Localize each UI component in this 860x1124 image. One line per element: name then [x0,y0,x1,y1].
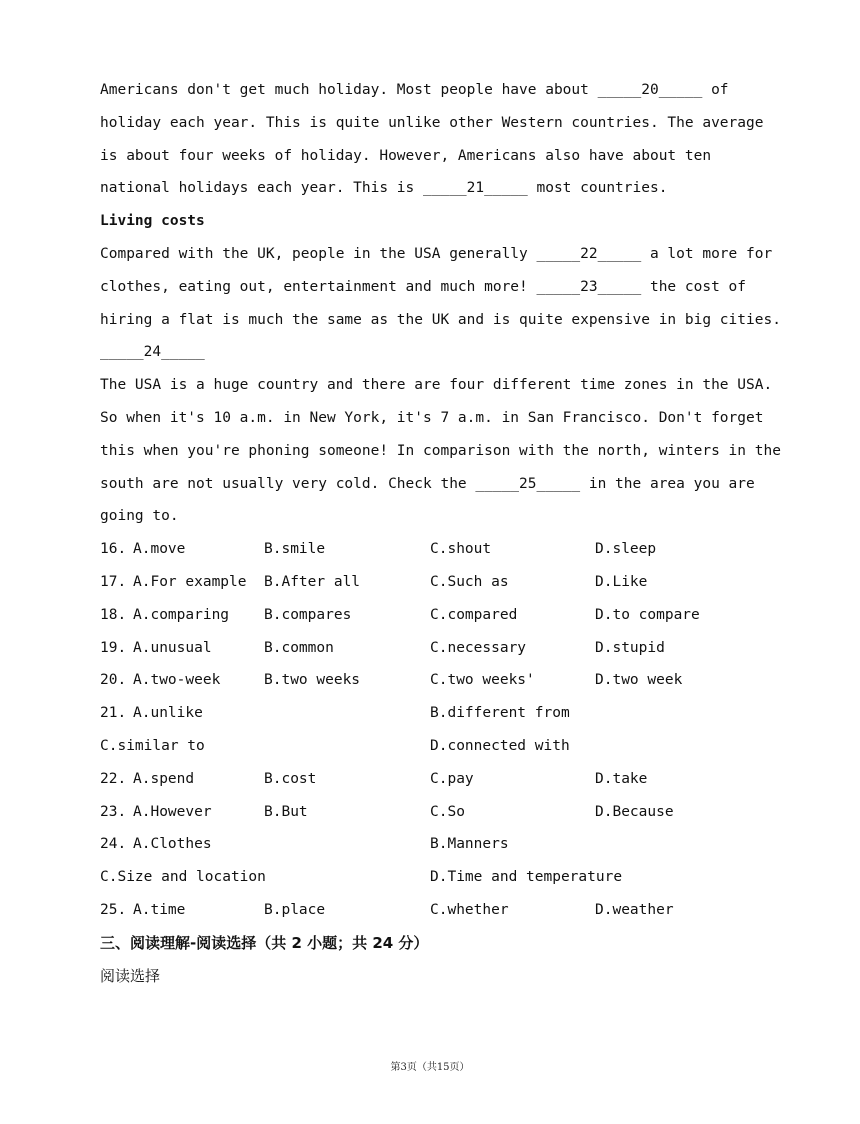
option-c: C.Size and location [100,869,266,886]
section-heading: 三、阅读理解-阅读选择（共 2 小题；共 24 分） [100,933,429,952]
option-b: B.different from [430,705,570,722]
option-b: B.common [264,639,334,656]
option-b: B.compares [264,606,352,623]
option-b: B.smile [264,541,326,558]
question-number: 23. [100,803,127,820]
passage-line: is about four weeks of holiday. However, Americans also have about ten [100,147,712,164]
passage-line: _____24_____ [100,344,205,361]
passage-line: Compared with the UK, people in the USA generally _____22_____ a lot more for [100,245,773,262]
option-a: A.However [133,803,212,820]
option-d: D.weather [595,901,674,918]
question-18 [100,599,780,632]
question-number: 25. [100,901,127,918]
option-c: C.two weeks' [430,672,535,689]
option-c: C.shout [430,541,492,558]
passage-line: this when you're phoning someone! In comparison with the north, winters in the [100,442,781,459]
heading-living-costs: Living costs [100,213,205,230]
option-b: B.After all [264,573,361,590]
question-16 [100,533,780,566]
question-number: 17. [100,573,127,590]
option-a: A.For example [133,573,247,590]
option-c: C.So [430,803,465,820]
option-a: A.Clothes [133,836,212,853]
option-c: C.pay [430,770,474,787]
option-a: A.unusual [133,639,212,656]
passage-line: So when it's 10 a.m. in New York, it's 7 a.m. in San Francisco. Don't forget [100,409,764,426]
question-number: 19. [100,639,127,656]
question-20 [100,664,780,697]
passage-line: Americans don't get much holiday. Most people have about _____20_____ of [100,82,729,98]
question-number: 20. [100,672,127,689]
question-23 [100,796,780,829]
option-c: C.Such as [430,573,509,590]
option-c: C.necessary [430,639,527,656]
option-a: A.comparing [133,606,230,623]
option-b: B.But [264,803,308,820]
option-c: C.whether [430,901,509,918]
option-c: C.compared [430,606,518,623]
option-a: A.move [133,541,186,558]
option-d: D.take [595,770,648,787]
passage-line: south are not usually very cold. Check the _____25_____ in the area you are [100,475,755,492]
passage-line: holiday each year. This is quite unlike other Western countries. The average [100,114,764,131]
option-c: C.similar to [100,737,205,754]
question-number: 22. [100,770,127,787]
option-a: A.two-week [133,672,221,689]
option-b: B.two weeks [264,672,361,689]
question-24 [100,828,780,861]
passage-line: clothes, eating out, entertainment and much more! _____23_____ the cost of [100,278,747,295]
question-21 [100,697,780,730]
question-number: 16. [100,541,127,558]
passage-line: hiring a flat is much the same as the UK and is quite expensive in big cities. [100,311,781,328]
document-page [100,74,780,992]
option-d: D.Time and temperature [430,869,623,886]
option-b: B.cost [264,770,317,787]
passage-line: national holidays each year. This is _____21_____ most countries. [100,180,668,197]
passage-line: The USA is a huge country and there are four different time zones in the USA. [100,377,773,394]
question-number: 21. [100,705,127,722]
question-19 [100,632,780,665]
question-17 [100,566,780,599]
option-a: A.time [133,901,186,918]
option-b: B.Manners [430,836,509,853]
question-22 [100,763,780,796]
option-d: D.two week [595,672,683,689]
question-number: 24. [100,836,127,853]
question-24-continued [100,861,780,894]
passage-line: going to. [100,508,179,525]
question-21-continued [100,730,780,763]
option-d: D.sleep [595,541,657,558]
question-number: 18. [100,606,127,623]
option-a: A.unlike [133,705,203,722]
option-d: D.Like [595,573,648,590]
page-footer: 第3页（共15页） [390,1062,470,1073]
question-25 [100,894,780,927]
option-a: A.spend [133,770,195,787]
option-d: D.Because [595,803,674,820]
option-b: B.place [264,901,326,918]
option-d: D.to compare [595,606,700,623]
section-subheading: 阅读选择 [100,966,161,985]
option-d: D.connected with [430,737,570,754]
option-d: D.stupid [595,639,665,656]
